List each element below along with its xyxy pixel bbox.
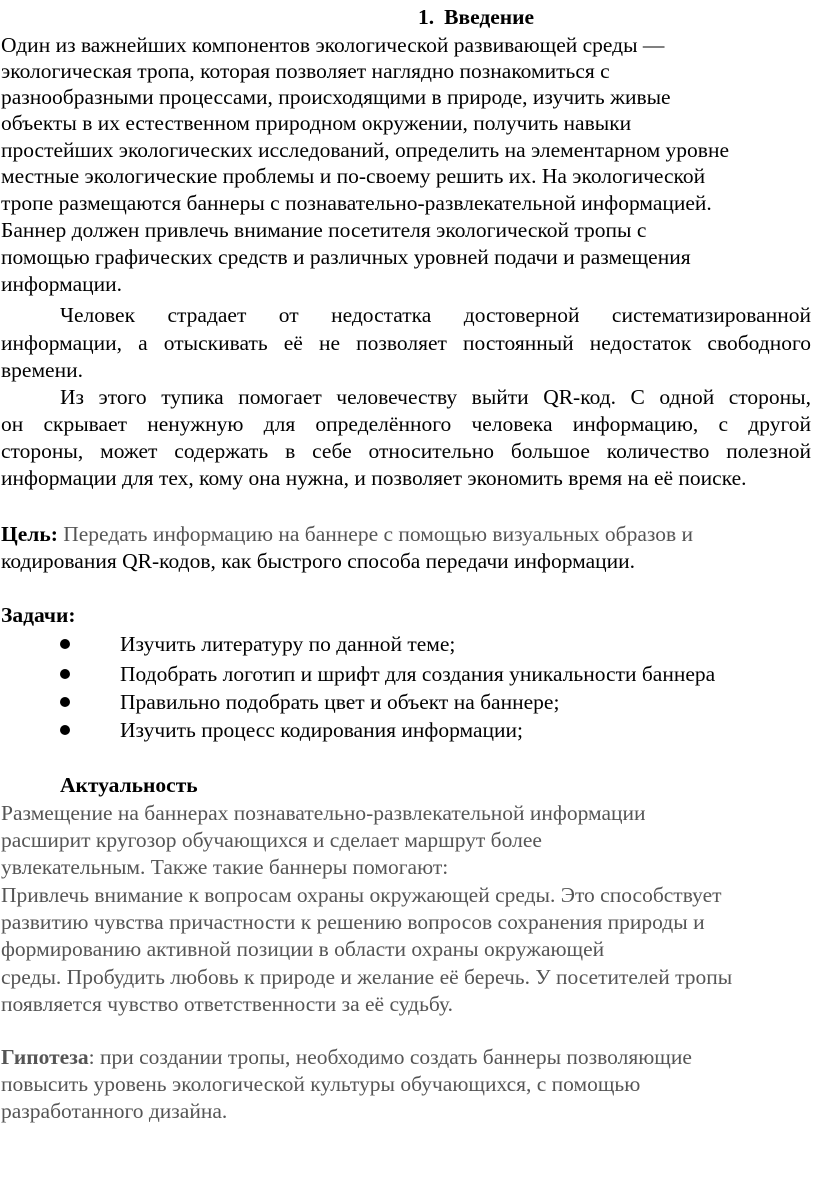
goal-label: Цель: [1, 522, 58, 546]
task-item [60, 631, 456, 657]
hypothesis-line-3: разработанного дизайна. [1, 1099, 228, 1123]
para2-line: Человек страдает от недостатка достоверной систематизированной [60, 303, 811, 327]
relevance-line: расширит кругозор обучающихся и сделает маршрут более [1, 828, 542, 852]
bullet-icon [60, 639, 70, 649]
relevance-line: Размещение на баннерах познавательно-развлекательной информации [1, 801, 646, 825]
section-number: 1. [418, 5, 435, 29]
task-item [60, 689, 560, 715]
hypothesis-line-2: повысить уровень экологической культуры обучающихся, с помощью [1, 1072, 641, 1096]
relevance-line: развитию чувства причастности к решению вопросов сохранения природы и [1, 910, 705, 934]
goal-line-2: кодирования QR-кодов, как быстрого способа передачи информации. [1, 549, 636, 573]
relevance-line: среды. Пробудить любовь к природе и желание её беречь. У посетителей тропы [1, 965, 733, 989]
intro-line: экологическая тропа, которая позволяет наглядно познакомиться с [1, 59, 610, 83]
task-text: Подобрать логотип и шрифт для создания уникальности баннера [120, 662, 716, 686]
section-title: Введение [444, 5, 535, 29]
bullet-icon [60, 669, 70, 679]
relevance-line: формированию активной позиции в области охраны окружающей [1, 937, 605, 961]
para3-line: информации для тех, кому она нужна, и позволяет экономить время на её поиске. [1, 466, 747, 490]
intro-line: местные экологические проблемы и по-своему решить их. На экологической [1, 164, 706, 188]
intro-line: тропе размещаются баннеры с познавательно-развлекательной информацией. [1, 191, 712, 215]
task-item [60, 661, 716, 687]
intro-line: простейших экологических исследований, определить на элементарном уровне [1, 138, 729, 162]
tasks-label: Задачи: [1, 603, 76, 627]
para3-line: стороны, может содержать в себе относительно большое количество полезной [1, 439, 811, 463]
intro-line: объекты в их естественном природном окружении, получить навыки [1, 111, 632, 135]
bullet-icon [60, 725, 70, 735]
task-text: Изучить литературу по данной теме; [120, 632, 456, 656]
para2-line: времени. [1, 358, 83, 382]
hypothesis-label: Гипотеза [1, 1045, 89, 1069]
relevance-line: увлекательным. Также такие баннеры помогают: [1, 855, 449, 879]
goal-text: Передать информацию на баннере с помощью визуальных образов и [57, 522, 694, 546]
bullet-icon [60, 697, 70, 707]
task-text: Изучить процесс кодирования информации; [120, 718, 523, 742]
hypothesis-text: : при создании тропы, необходимо создать баннеры позволяющие [88, 1045, 692, 1069]
relevance-label: Актуальность [60, 773, 198, 797]
para3-line: Из этого тупика помогает человечеству выйти QR-код. С одной стороны, [60, 385, 811, 409]
relevance-line: Привлечь внимание к вопросам охраны окружающей среды. Это способствует [1, 883, 722, 907]
task-text: Правильно подобрать цвет и объект на баннере; [120, 690, 560, 714]
intro-line: Один из важнейших компонентов экологической развивающей среды ― [1, 33, 665, 57]
section-heading [418, 4, 534, 30]
hypothesis-line [1, 1044, 692, 1070]
goal-line [1, 521, 693, 547]
task-item [60, 717, 523, 743]
intro-line: разнообразными процессами, происходящими в природе, изучить живые [1, 85, 671, 109]
intro-line: информации. [1, 272, 123, 296]
intro-line: помощью графических средств и различных уровней подачи и размещения [1, 245, 691, 269]
intro-line: Баннер должен привлечь внимание посетителя экологической тропы с [1, 218, 647, 242]
para2-line: информации, а отыскивать её не позволяет постоянный недостаток свободного [1, 331, 811, 355]
relevance-line: появляется чувство ответственности за её судьбу. [1, 992, 453, 1016]
para3-line: он скрывает ненужную для определённого человека информацию, с другой [1, 412, 811, 436]
